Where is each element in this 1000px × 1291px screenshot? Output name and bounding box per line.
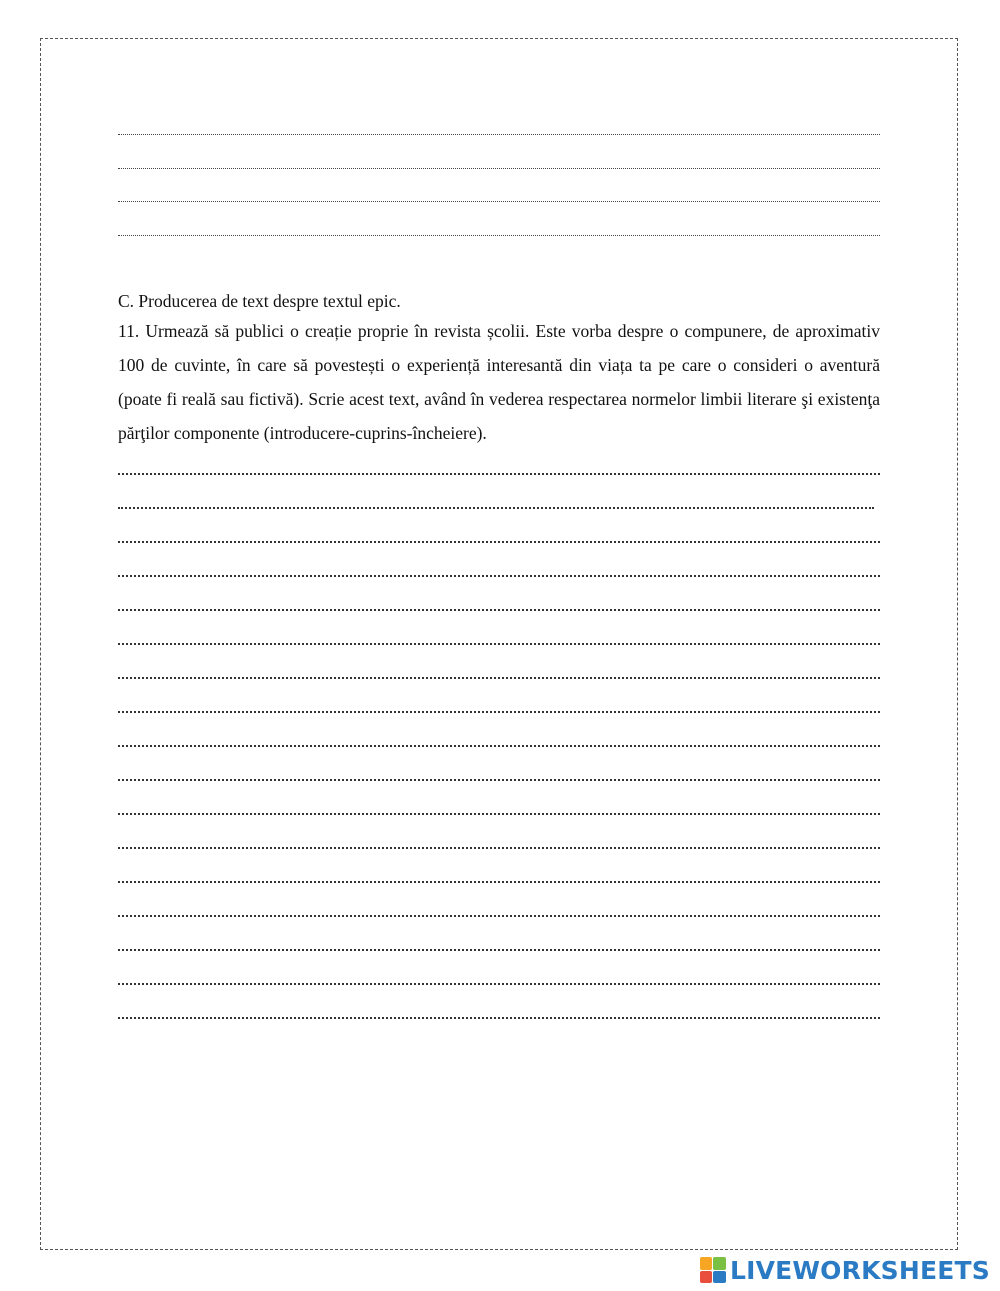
section-title: C. Producerea de text despre textul epic. [118, 291, 401, 311]
answer-line[interactable] [118, 949, 880, 951]
answer-line[interactable] [118, 881, 880, 883]
task-text: 11. Urmează să publici o creație proprie în revista școlii. Este vorba despre o compunere, de aproximativ 100 de cuvinte, în care să povestești o experiență interesantă din viața ta pe care o consideri o aventură (poate fi reală sau fictivă). Scrie acest text, având în vederea respectarea normelor limbii literare şi existenţa părţilor componente (introducere-cuprins-încheiere). [118, 321, 880, 443]
answer-line[interactable] [118, 779, 880, 781]
logo-text: LIVEWORKSHEETS [729, 1255, 990, 1285]
answer-line[interactable] [118, 983, 880, 985]
answer-line[interactable] [118, 134, 880, 135]
answer-line[interactable] [118, 711, 880, 713]
answer-line[interactable] [118, 643, 880, 645]
answer-line[interactable] [118, 609, 880, 611]
logo-icon [700, 1257, 726, 1283]
answer-line[interactable] [118, 813, 880, 815]
answer-line[interactable] [118, 1017, 880, 1019]
answer-line[interactable] [118, 915, 880, 917]
answer-line[interactable] [118, 201, 880, 202]
answer-line[interactable] [118, 507, 874, 509]
answer-line[interactable] [118, 575, 880, 577]
answer-line[interactable] [118, 847, 880, 849]
task-instructions [118, 314, 880, 450]
answer-line[interactable] [118, 541, 880, 543]
liveworksheets-logo [700, 1254, 990, 1286]
answer-line[interactable] [118, 235, 880, 236]
answer-line[interactable] [118, 168, 880, 169]
answer-line[interactable] [118, 677, 880, 679]
answer-line[interactable] [118, 745, 880, 747]
answer-line[interactable] [118, 473, 880, 475]
